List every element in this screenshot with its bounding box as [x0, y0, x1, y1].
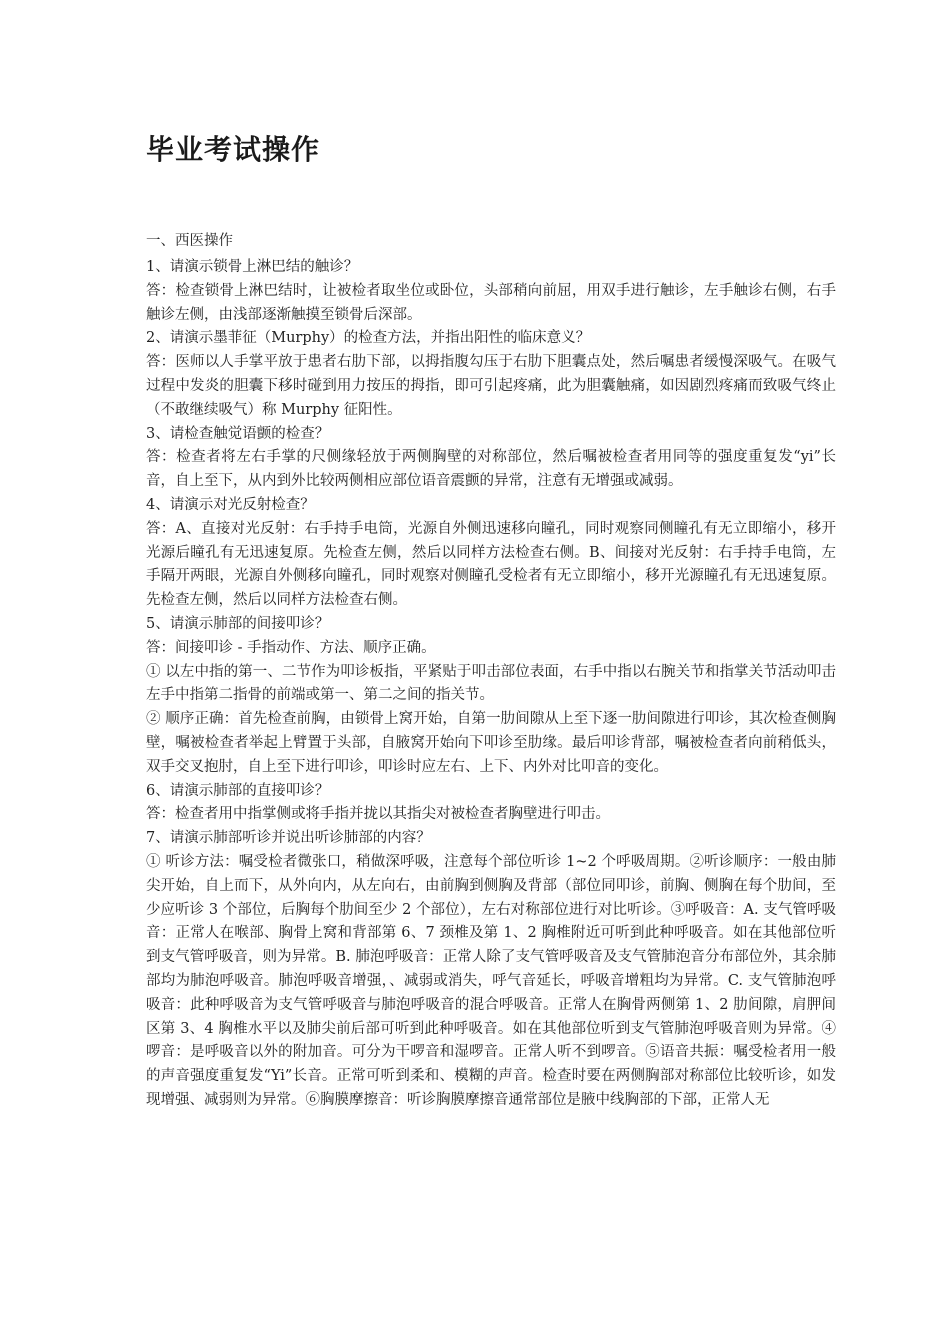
- section-heading: 一、西医操作: [146, 233, 233, 249]
- question-2: 2、请演示墨菲征（Murphy）的检查方法，并指出阳性的临床意义？: [146, 330, 591, 347]
- document-title: 毕业考试操作: [146, 133, 321, 166]
- answer-7: ① 听诊方法：嘱受检者微张口，稍做深呼吸，注意每个部位听诊 1~2 个呼吸周期。②听诊顺序：一般由肺尖开始，自上而下，从外向内，从左向右，由前胸到侧胸及背部（部位同叩诊，前胸、侧胸在每个肋间，至少应听诊 3 个部位，后胸每个肋间至少 2 个部位），左右对称部位进行对比听诊。③呼吸音：A. 支气管呼吸音：正常人在喉部、胸骨上窝和背部第 6、7 颈椎及第 1、2 胸椎附近可听到此种呼吸音。如在其他部位听到支气管呼吸音，则为异常。B. 肺泡呼吸音：正常人除了支气管呼吸音及支气管肺泡音分布部位外，其余肺部均为肺泡呼吸音。肺泡呼吸音增强，、减弱或消失，呼气音延长，呼吸音增粗均为异常。C. 支气管肺泡呼吸音：此种呼吸音为支气管呼吸音与肺泡呼吸音的混合呼吸音。正常人在胸骨两侧第 1、2 肋间隙，肩胛间区第 3、4 胸椎水平以及肺尖前后部可听到此种呼吸音。如在其他部位听到支气管肺泡呼吸音则为异常。④啰音：是呼吸音以外的附加音。可分为干啰音和湿啰音。正常人听不到啰音。⑤语音共振：嘱受检者用一般的声音强度重复发“Yi”长音。正常可听到柔和、模糊的声音。检查时要在两侧胸部对称部位比较听诊，如发现增强、减弱则为异常。⑥胸膜摩擦音：听诊胸膜摩擦音通常部位是腋中线胸部的下部，正常人无: [146, 853, 836, 1108]
- answer-1: 答：检查锁骨上淋巴结时，让被检者取坐位或卧位，头部稍向前屈，用双手进行触诊，左手触诊右侧，右手触诊左侧，由浅部逐渐触摸至锁骨后深部。: [146, 282, 836, 323]
- question-1: 1、请演示锁骨上淋巴结的触诊？: [146, 259, 359, 275]
- question-6: 6、请演示肺部的直接叩诊？: [146, 782, 330, 799]
- answer-5: 答：间接叩诊 - 手指动作、方法、顺序正确。: [146, 639, 436, 656]
- answer-4: 答：A、直接对光反射：右手持手电筒，光源自外侧迅速移向瞳孔，同时观察同侧瞳孔有无立即缩小，移开光源后瞳孔有无迅速复原。先检查左侧，然后以同样方法检查右侧。B、间接对光反射：右手持手电筒，左手隔开两眼，光源自外侧移向瞳孔，同时观察对侧瞳孔受检者有无立即缩小，移开光源瞳孔有无迅速复原。先检查左侧，然后以同样方法检查右侧。: [146, 520, 836, 609]
- question-5: 5、请演示肺部的间接叩诊？: [146, 615, 330, 632]
- answer-5-step-1: ① 以左中指的第一、二节作为叩诊板指，平紧贴于叩击部位表面，右手中指以右腕关节和指掌关节活动叩击左手中指第二指骨的前端或第一、第二之间的指关节。: [146, 663, 836, 704]
- question-4: 4、请演示对光反射检查？: [146, 496, 315, 513]
- question-3: 3、请检查触觉语颤的检查？: [146, 425, 330, 442]
- document-body: [146, 256, 836, 1113]
- answer-2: 答：医师以人手掌平放于患者右肋下部，以拇指腹勾压于右肋下胆囊点处，然后嘱患者缓慢深吸气。在吸气过程中发炎的胆囊下移时碰到用力按压的拇指，即可引起疼痛，此为胆囊触痛，如因剧烈疼痛而致吸气终止（不敢继续吸气）称 Murphy 征阳性。: [146, 354, 836, 418]
- answer-6: 答：检查者用中指掌侧或将手指并拢以其指尖对被检查者胸壁进行叩击。: [146, 806, 610, 823]
- question-7: 7、请演示肺部听诊并说出听诊肺部的内容？: [146, 830, 431, 847]
- answer-3: 答：检查者将左右手掌的尺侧缘轻放于两侧胸壁的对称部位，然后嘱被检查者用同等的强度重复发“yi”长音，自上至下，从内到外比较两侧相应部位语音震颤的异常，注意有无增强或减弱。: [146, 449, 836, 490]
- answer-5-step-2: ② 顺序正确：首先检查前胸，由锁骨上窝开始，自第一肋间隙从上至下逐一肋间隙进行叩诊，其次检查侧胸壁，嘱被检查者举起上臂置于头部，自腋窝开始向下叩诊至肋缘。最后叩诊背部，嘱被检查者向前稍低头，双手交叉抱肘，自上至下进行叩诊，叩诊时应左右、上下、内外对比叩音的变化。: [146, 711, 836, 775]
